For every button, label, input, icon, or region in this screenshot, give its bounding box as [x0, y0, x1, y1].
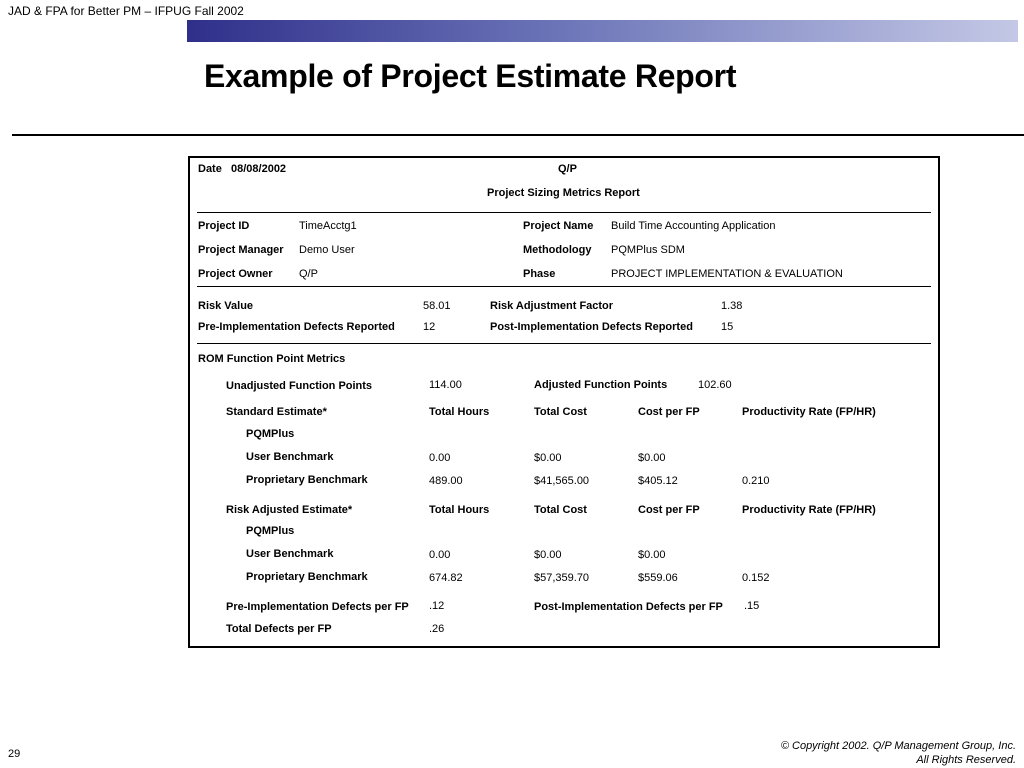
copyright — [781, 739, 1016, 767]
unadjusted-fp-label: Unadjusted Function Points — [226, 380, 373, 392]
project-manager-label: Project Manager — [198, 244, 284, 256]
adjusted-fp-label: Adjusted Function Points — [534, 379, 668, 391]
phase-label: Phase — [523, 268, 556, 280]
total-defects-per-fp-value: .26 — [429, 623, 445, 635]
project-name-label: Project Name — [523, 220, 594, 232]
col-cost-per-fp: Cost per FP — [638, 406, 700, 418]
pqmplus-label: PQMPlus — [246, 428, 295, 440]
user-benchmark-cost-per-fp: $0.00 — [638, 452, 666, 464]
project-id-label: Project ID — [198, 220, 250, 232]
title-divider — [12, 134, 1024, 136]
col-total-cost: Total Cost — [534, 504, 587, 516]
report-frame — [188, 156, 940, 648]
project-name-value: Build Time Accounting Application — [611, 220, 776, 232]
risk-adjustment-label: Risk Adjustment Factor — [490, 300, 614, 312]
user-benchmark-cost: $0.00 — [534, 549, 562, 561]
total-defects-per-fp-label: Total Defects per FP — [226, 623, 332, 635]
divider — [197, 212, 931, 213]
proprietary-benchmark-rate: 0.210 — [742, 475, 770, 487]
risk-value-value: 58.01 — [423, 300, 451, 312]
post-defects-per-fp-label: Post-Implementation Defects per FP — [534, 601, 723, 613]
company-name: Q/P — [558, 163, 577, 175]
pre-defects-per-fp-label: Pre-Implementation Defects per FP — [226, 601, 409, 613]
col-total-hours: Total Hours — [429, 406, 490, 418]
pre-defects-per-fp-value: .12 — [429, 600, 445, 612]
proprietary-benchmark-cost: $57,359.70 — [534, 572, 590, 584]
project-manager-value: Demo User — [299, 244, 355, 256]
divider — [197, 286, 931, 287]
user-benchmark-hours: 0.00 — [429, 452, 451, 464]
user-benchmark-cost-per-fp: $0.00 — [638, 549, 666, 561]
pre-defects-value: 12 — [423, 321, 436, 333]
unadjusted-fp-value: 114.00 — [429, 379, 462, 391]
risk-value-label: Risk Value — [198, 300, 254, 312]
project-owner-value: Q/P — [299, 268, 318, 280]
col-productivity-rate: Productivity Rate (FP/HR) — [742, 406, 876, 418]
proprietary-benchmark-label: Proprietary Benchmark — [246, 474, 368, 486]
page-number: 29 — [8, 748, 21, 760]
risk-adjusted-estimate-label: Risk Adjusted Estimate* — [226, 504, 353, 516]
post-defects-per-fp-value: .15 — [744, 600, 760, 612]
pqmplus-label: PQMPlus — [246, 525, 295, 537]
date-value: 08/08/2002 — [231, 163, 287, 175]
col-total-hours: Total Hours — [429, 504, 490, 516]
proprietary-benchmark-cost-per-fp: $559.06 — [638, 572, 678, 584]
col-cost-per-fp: Cost per FP — [638, 504, 700, 516]
divider — [197, 343, 931, 344]
post-defects-value: 15 — [721, 321, 734, 333]
post-defects-label: Post-Implementation Defects Reported — [490, 321, 693, 333]
report-title: Project Sizing Metrics Report — [487, 187, 640, 199]
user-benchmark-label: User Benchmark — [246, 548, 334, 560]
user-benchmark-cost: $0.00 — [534, 452, 562, 464]
header-gradient-bar — [187, 20, 1018, 42]
page-title: Example of Project Estimate Report — [204, 58, 737, 94]
methodology-value: PQMPlus SDM — [611, 244, 685, 256]
col-total-cost: Total Cost — [534, 406, 587, 418]
proprietary-benchmark-hours: 674.82 — [429, 572, 463, 584]
user-benchmark-hours: 0.00 — [429, 549, 451, 561]
header-text: JAD & FPA for Better PM – IFPUG Fall 2002 — [8, 4, 244, 18]
risk-adjustment-value: 1.38 — [721, 300, 743, 312]
adjusted-fp-value: 102.60 — [698, 379, 732, 391]
user-benchmark-label: User Benchmark — [246, 451, 334, 463]
proprietary-benchmark-rate: 0.152 — [742, 572, 770, 584]
phase-value: PROJECT IMPLEMENTATION & EVALUATION — [611, 268, 843, 280]
copyright-line-1: © Copyright 2002. Q/P Management Group, Inc. — [780, 740, 1016, 752]
date-label: Date — [198, 163, 222, 175]
methodology-label: Methodology — [523, 244, 592, 256]
rom-title: ROM Function Point Metrics — [198, 353, 346, 365]
copyright-line-2: All Rights Reserved. — [916, 754, 1016, 766]
proprietary-benchmark-label: Proprietary Benchmark — [246, 571, 368, 583]
col-productivity-rate: Productivity Rate (FP/HR) — [742, 504, 876, 516]
proprietary-benchmark-cost-per-fp: $405.12 — [638, 475, 678, 487]
pre-defects-label: Pre-Implementation Defects Reported — [198, 321, 395, 333]
standard-estimate-label: Standard Estimate* — [226, 406, 327, 418]
project-owner-label: Project Owner — [198, 268, 273, 280]
project-id-value: TimeAcctg1 — [299, 220, 357, 232]
proprietary-benchmark-hours: 489.00 — [429, 475, 463, 487]
proprietary-benchmark-cost: $41,565.00 — [534, 475, 590, 487]
